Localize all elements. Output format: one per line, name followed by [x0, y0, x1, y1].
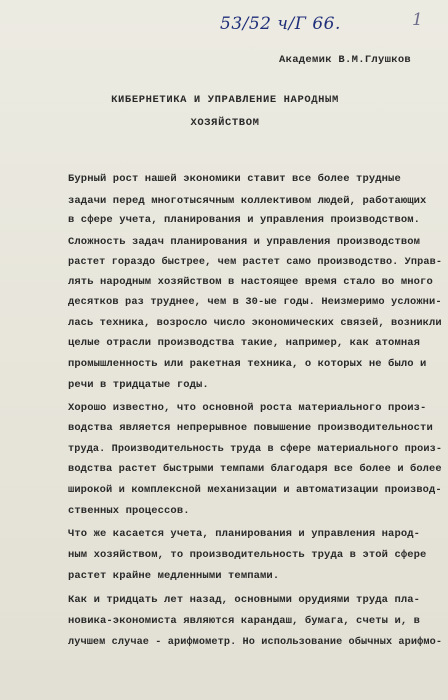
body-line: ственных процессов.: [68, 505, 190, 517]
body-line: речи в тридцатые годы.: [68, 379, 209, 391]
body-line: целые отрасли производства такие, например, как атомная: [68, 337, 421, 349]
handwritten-page-number: 1: [412, 10, 423, 30]
document-title-line-2: ХОЗЯЙСТВОМ: [190, 117, 260, 129]
body-line: ным хозяйством, то производительность труда в этой сфере: [68, 549, 427, 561]
body-line: лась техника, возросло число экономических связей, возникли: [68, 317, 442, 329]
body-line: задачи перед многотысячным коллективом людей, работающих: [68, 195, 427, 207]
body-line: водства является непрерывное повышение производительности: [68, 422, 433, 434]
body-line: Как и тридцать лет назад, основными орудиями труда пла-: [68, 594, 421, 606]
body-line: труда. Производительность труда в сфере материального произ-: [68, 443, 443, 455]
body-line: в сфере учета, планирования и управления производством.: [68, 214, 421, 226]
body-line: Что же касается учета, планирования и управления народ-: [68, 528, 421, 540]
body-line: Бурный рост нашей экономики ставит все более трудные: [68, 173, 401, 185]
body-line: лять народным хозяйством в настоящее время стало во много: [68, 276, 433, 288]
document-title-line-1: КИБЕРНЕТИКА И УПРАВЛЕНИЕ НАРОДНЫМ: [111, 94, 339, 106]
body-line: Хорошо известно, что основной роста материального произ-: [68, 402, 427, 414]
body-line: десятков раз труднее, чем в 30-ые годы. Неизмеримо усложни-: [68, 296, 442, 308]
body-line: лучшем случае - арифмометр. Но использование обычных арифмо-: [68, 636, 443, 648]
body-line: Сложность задач планирования и управления производством: [68, 236, 421, 248]
body-line: широкой и комплексной механизации и автоматизации производ-: [68, 484, 442, 496]
author-line: Академик В.М.Глушков: [279, 54, 412, 66]
body-line: растет крайне медленными темпами.: [68, 570, 280, 582]
body-line: промышленность или ракетная техника, о которых не было и: [68, 358, 427, 370]
body-line: растет гораздо быстрее, чем растет само производство. Управ-: [68, 256, 443, 268]
handwritten-reference: 53/52 ч/Г 66.: [220, 14, 341, 34]
body-line: новика-экономиста являются карандаш, бумага, счеты и, в: [68, 615, 421, 627]
body-line: водства растет быстрыми темпами благодаря все более и более: [68, 463, 442, 475]
